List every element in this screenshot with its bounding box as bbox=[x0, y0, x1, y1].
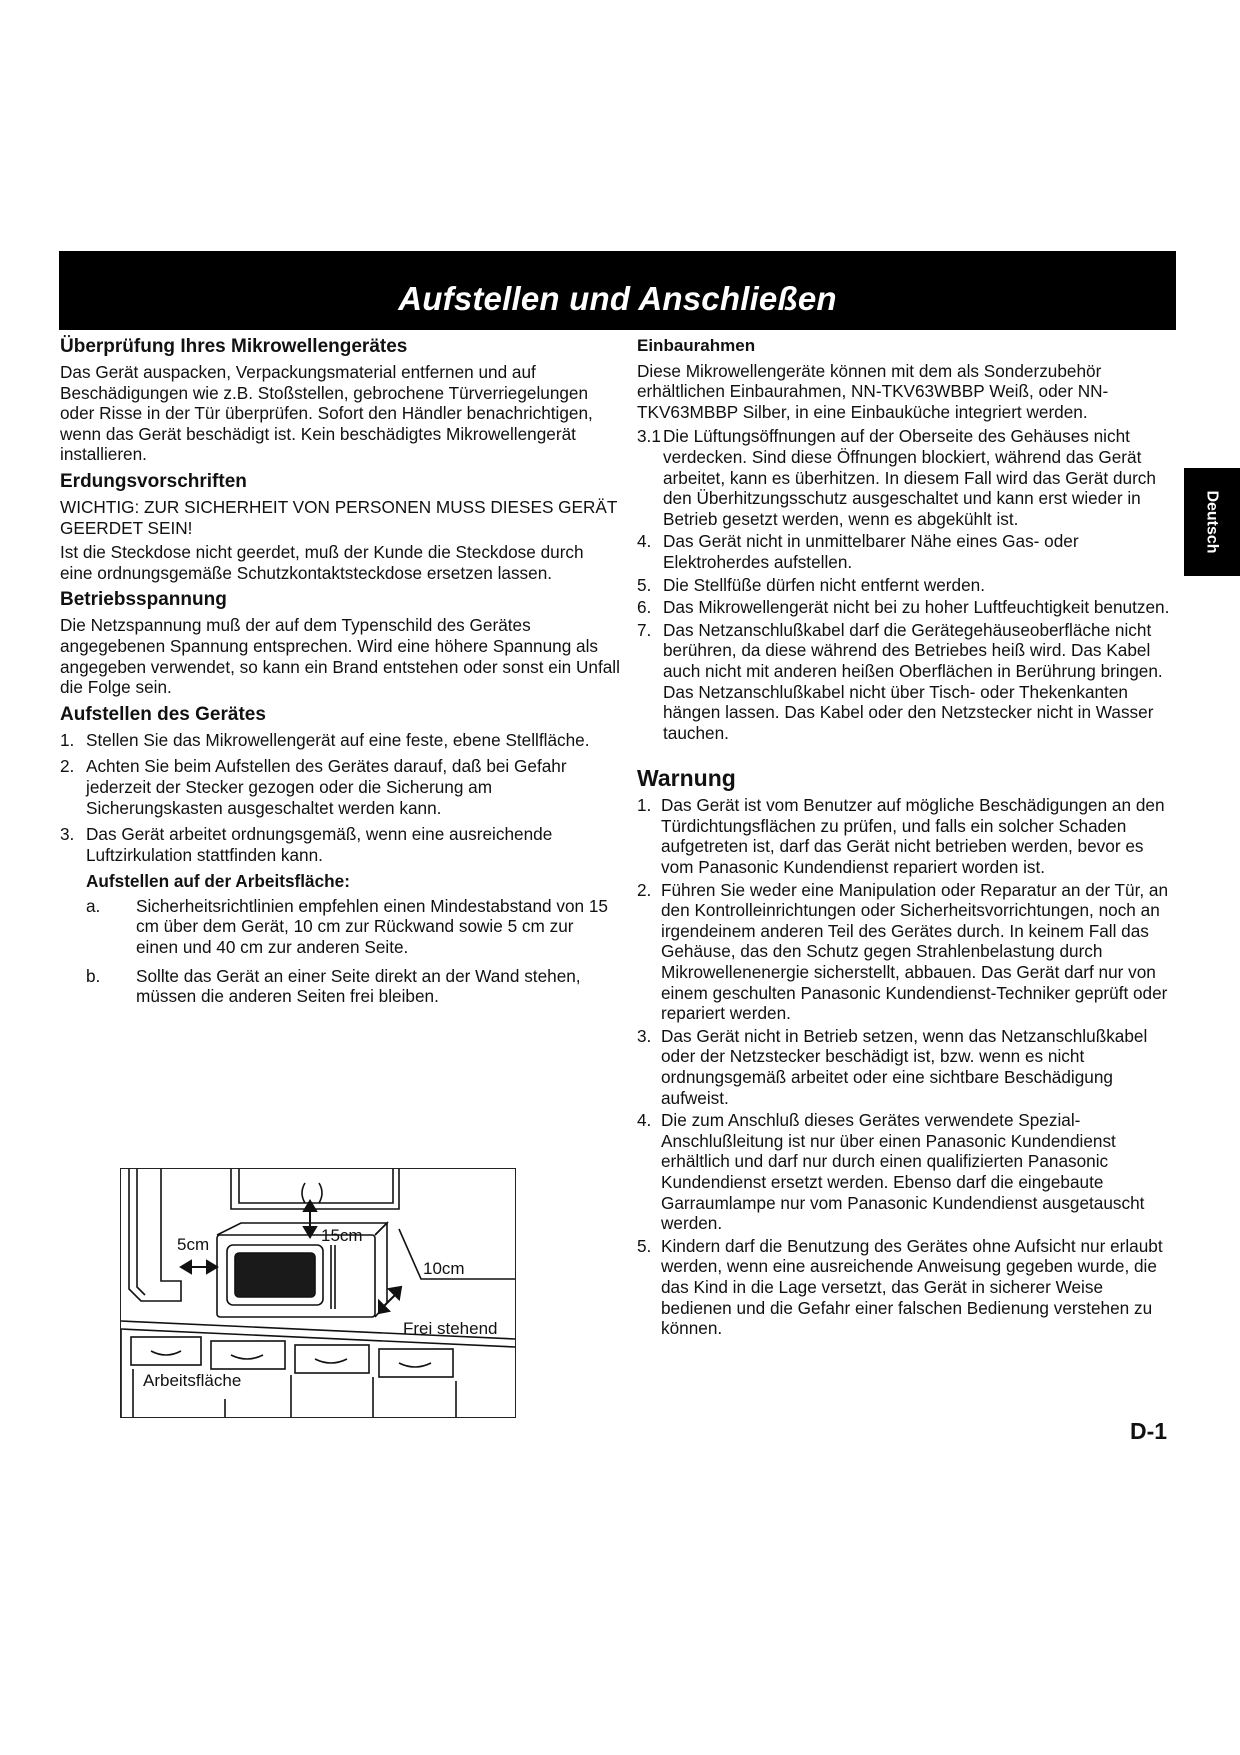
list-item bbox=[637, 575, 1177, 596]
right-column bbox=[637, 336, 1177, 1341]
list-item-text: Die Stellfüße dürfen nicht entfernt werden. bbox=[663, 574, 985, 595]
section-setup-title: Aufstellen des Gerätes bbox=[60, 703, 266, 725]
list-item bbox=[637, 426, 1177, 529]
list-item-number: 3. bbox=[637, 1025, 652, 1046]
label-10cm: 10cm bbox=[423, 1259, 465, 1278]
label-free-standing: Frei stehend bbox=[403, 1319, 498, 1338]
list-item-text: Das Gerät nicht in unmittelbarer Nähe eines Gas- oder Elektroherdes aufstellen. bbox=[663, 531, 1079, 572]
section-inspection-text: Das Gerät auspacken, Verpackungsmaterial entfernen und auf Beschädigungen wie z.B. Stoßstellen, gebrochene Türverriegelungen oder Risse in der Tür überprüfen. Sofort den Händler benachrichtigen, wenn das Gerät beschädigt ist. Kein beschädigtes Mikrowellengerät installieren. bbox=[60, 362, 593, 465]
list-item-number: 1. bbox=[60, 729, 75, 750]
section-grounding bbox=[60, 471, 620, 583]
list-item-text: Achten Sie beim Aufstellen des Gerätes darauf, daß bei Gefahr jederzeit der Stecker gezogen oder die Sicherung am Sicherungskasten ausgeschaltet werden kann. bbox=[86, 756, 567, 818]
section-grounding-title: Erdungsvorschriften bbox=[60, 470, 247, 492]
list-item-text: Sollte das Gerät an einer Seite direkt an der Wand stehen, müssen die anderen Seiten frei bleiben. bbox=[136, 965, 581, 1007]
list-item bbox=[637, 1236, 1177, 1339]
section-inspection bbox=[60, 336, 620, 465]
list-item-text: Das Gerät arbeitet ordnungsgemäß, wenn eine ausreichende Luftzirkulation stattfinden kann. bbox=[86, 824, 553, 865]
label-15cm: 15cm bbox=[321, 1226, 363, 1245]
countertop-subtitle: Aufstellen auf der Arbeitsfläche: bbox=[86, 871, 350, 892]
list-item-text: Das Gerät ist vom Benutzer auf mögliche Beschädigungen an den Türdichtungsflächen zu prüfen, und falls ein solcher Schaden aufgetreten ist, darf das Gerät nicht betrieben werden, bevor es vom Panasonic Kundendienst repariert worden ist. bbox=[661, 795, 1165, 878]
list-item-number: 5. bbox=[637, 574, 652, 595]
list-item bbox=[637, 1110, 1177, 1234]
list-item-text: Führen Sie weder eine Manipulation oder Reparatur an der Tür, an den Kontrolleinrichtungen oder Sicherheitsvorrichtungen, noch an irgendeinem anderen Teil des Gerätes durch. In keinem Fall das Gehäuse, das den Schutz gegen Strahlenbelastung durch Mikrowellenenergie sicherstellt, abbauen. Das Gerät darf nur von einem geschulten Panasonic Kundendienst-Techniker geprüft oder repariert werden. bbox=[661, 879, 1169, 1024]
list-item-text: Das Mikrowellengerät nicht bei zu hoher Luftfeuchtigkeit benutzen. bbox=[663, 597, 1170, 618]
language-tab-label: Deutsch bbox=[1204, 490, 1221, 554]
section-frame-text: Diese Mikrowellengeräte können mit dem als Sonderzubehör erhältlichen Einbaurahmen, NN-TKV63WBBP Weiß, oder NN-TKV63MBBP Silber, in eine Einbauküche integriert werden. bbox=[637, 360, 1109, 422]
list-item-text: Das Gerät nicht in Betrieb setzen, wenn das Netzanschlußkabel oder der Netzstecker beschädigt ist, bzw. wenn es nicht ordnungsgemäß arbeitet oder eine sichtbare Beschädigung aufweist. bbox=[661, 1025, 1148, 1108]
page-title: Aufstellen und Anschließen bbox=[398, 279, 837, 317]
list-item-number: 4. bbox=[637, 531, 652, 552]
left-column bbox=[60, 336, 620, 1015]
list-item bbox=[60, 730, 620, 751]
list-item-text: Die Lüftungsöffnungen auf der Oberseite des Gehäuses nicht verdecken. Sind diese Öffnungen blockiert, während das Gerät arbeitet, kann es überhitzen. In diesem Fall wird das Gerät durch den Überhitzungsschutz ausgeschaltet und kann erst wieder in Betrieb gesetzt werden, wenn es abgekühlt ist. bbox=[663, 426, 1156, 529]
list-item-number: 1. bbox=[637, 795, 652, 816]
list-item-text: Die zum Anschluß dieses Gerätes verwendete Spezial-Anschlußleitung ist nur über einen Panasonic Kundendienst erhältlich und darf nur durch einen qualifizierten Panasonic Kundendienst ersetzt werden. Ebenso darf die eingebaute Garraumlampe nur vom Panasonic Kundendienst ausgetauscht werden. bbox=[661, 1110, 1145, 1234]
list-item-number: 3.1 bbox=[637, 426, 661, 447]
list-item-number: 7. bbox=[637, 619, 652, 640]
section-warning bbox=[637, 765, 1177, 1338]
page-header bbox=[59, 251, 1176, 330]
list-item bbox=[637, 795, 1177, 877]
list-item-number: a. bbox=[86, 895, 101, 916]
language-tab bbox=[1184, 468, 1240, 576]
list-item bbox=[637, 597, 1177, 618]
section-inspection-title: Überprüfung Ihres Mikrowellengerätes bbox=[60, 336, 408, 357]
list-item bbox=[60, 824, 620, 865]
section-voltage bbox=[60, 589, 620, 697]
list-item-number: 5. bbox=[637, 1235, 652, 1256]
list-item bbox=[637, 531, 1177, 572]
section-setup bbox=[60, 704, 620, 1007]
list-item-text: Kindern darf die Benutzung des Gerätes ohne Aufsicht nur erlaubt werden, wenn eine ausreichende Anweisung gegeben wurde, die das Kind in die Lage versetzt, das Gerät in sicherer Weise bedienen und die Gefahr einer falschen Bedienung verstehen zu können. bbox=[661, 1235, 1163, 1339]
grounding-warning: WICHTIG: ZUR SICHERHEIT VON PERSONEN MUSS DIESES GERÄT GEERDET SEIN! bbox=[60, 496, 618, 538]
label-countertop: Arbeitsfläche bbox=[143, 1371, 242, 1390]
list-item-number: 2. bbox=[60, 756, 75, 777]
list-item-text: Sicherheitsrichtlinien empfehlen einen Mindestabstand von 15 cm über dem Gerät, 10 cm zur Rückwand sowie 5 cm zur einen und 40 cm zur anderen Seite. bbox=[136, 895, 608, 958]
list-item-number: 3. bbox=[60, 824, 75, 845]
section-frame bbox=[637, 336, 1177, 743]
section-voltage-text: Die Netzspannung muß der auf dem Typenschild des Gerätes angegebenen Spannung entsprechen. Wird eine höhere Spannung als angegeben verwendet, so kann ein Brand entstehen oder sonst ein Unfall die Folge sein. bbox=[60, 615, 620, 698]
list-item bbox=[637, 620, 1177, 744]
list-item bbox=[60, 756, 620, 818]
list-item-number: 6. bbox=[637, 597, 652, 618]
page-number: D-1 bbox=[1130, 1418, 1168, 1444]
list-item bbox=[637, 1026, 1177, 1108]
section-voltage-title: Betriebsspannung bbox=[60, 589, 227, 611]
list-item-text: Das Netzanschlußkabel darf die Gerätegehäuseoberfläche nicht berühren, da diese während des Betriebes heiß wird. Das Kabel auch nicht mit anderen heißen Oberflächen in Berührung bringen. Das Netzanschlußkabel nicht über Tisch- oder Thekenkanten hängen lassen. Das Kabel oder den Netzstecker nicht in Wasser tauchen. bbox=[663, 619, 1163, 743]
list-item bbox=[86, 966, 620, 1007]
list-item bbox=[637, 880, 1177, 1024]
list-item-number: b. bbox=[86, 965, 101, 986]
grounding-text: Ist die Steckdose nicht geerdet, muß der Kunde die Steckdose durch eine ordnungsgemäße Schutzkontaktsteckdose ersetzen lassen. bbox=[60, 542, 584, 583]
list-item-text: Stellen Sie das Mikrowellengerät auf eine feste, ebene Stellfläche. bbox=[86, 729, 590, 750]
list-item-number: 2. bbox=[637, 879, 652, 900]
list-item bbox=[86, 896, 620, 958]
installation-figure bbox=[120, 1168, 516, 1418]
list-item-number: 4. bbox=[637, 1110, 652, 1131]
label-5cm: 5cm bbox=[177, 1235, 210, 1254]
section-frame-title: Einbaurahmen bbox=[637, 336, 756, 355]
section-warning-title: Warnung bbox=[637, 765, 736, 792]
